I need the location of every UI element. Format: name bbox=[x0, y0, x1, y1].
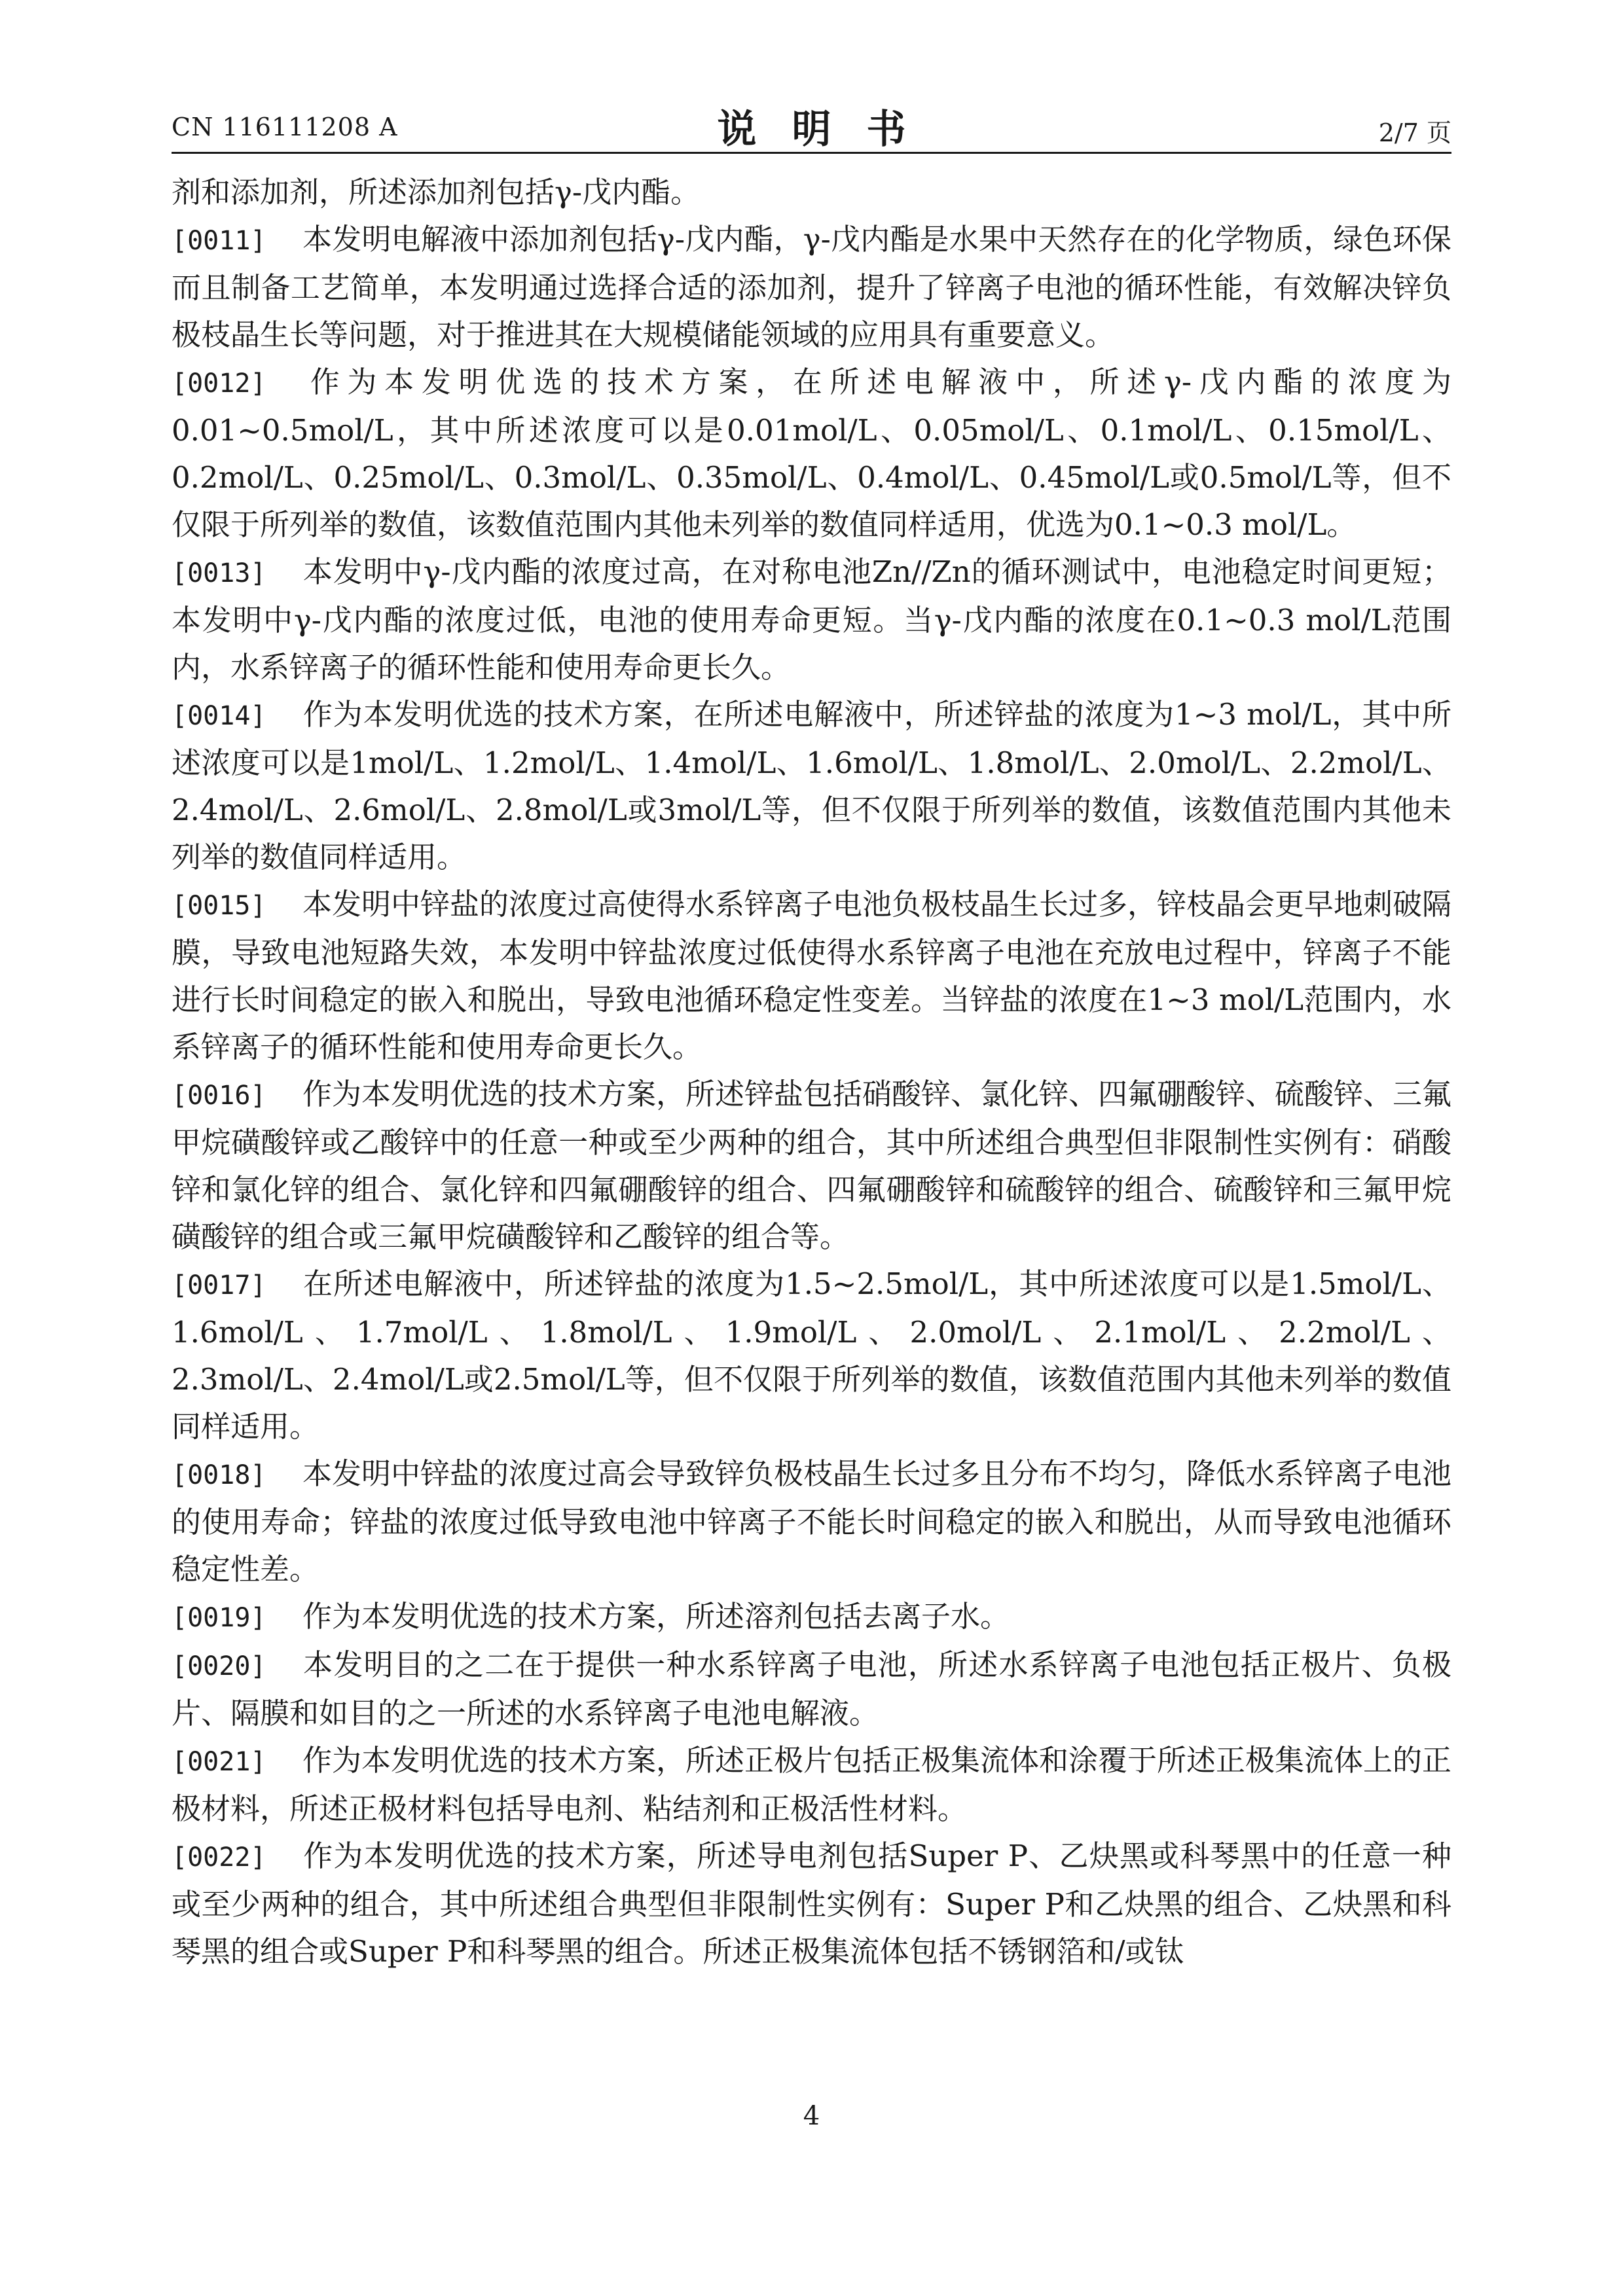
paragraph-text: 作为本发明优选的技术方案，所述导电剂包括Super P、乙炔黑或科琴黑中的任意一种或至少两种的组合，其中所述组合典型但非限制性实例有：Super P和乙炔黑的组合、乙炔黑和科琴黑的组合或Super P和科琴黑的组合。所述正极集流体包括不锈钢箔和/或钛 bbox=[172, 1839, 1451, 1969]
paragraph-number: [0018] bbox=[172, 1460, 266, 1490]
paragraph-0020 bbox=[172, 1641, 1451, 1737]
paragraph-text: 本发明电解液中添加剂包括γ-戊内酯，γ-戊内酯是水果中天然存在的化学物质，绿色环保而且制备工艺简单，本发明通过选择合适的添加剂，提升了锌离子电池的循环性能，有效解决锌负极枝晶生长等问题，对于推进其在大规模储能领域的应用具有重要意义。 bbox=[172, 222, 1451, 352]
paragraph-number: [0013] bbox=[172, 558, 266, 588]
page-number: 4 bbox=[803, 2101, 820, 2131]
paragraph-text: 作为本发明优选的技术方案，所述锌盐包括硝酸锌、氯化锌、四氟硼酸锌、硫酸锌、三氟甲烷磺酸锌或乙酸锌中的任意一种或至少两种的组合，其中所述组合典型但非限制性实例有：硝酸锌和氯化锌的组合、氯化锌和四氟硼酸锌的组合、四氟硼酸锌和硫酸锌的组合、硫酸锌和三氟甲烷磺酸锌的组合或三氟甲烷磺酸锌和乙酸锌的组合等。 bbox=[172, 1077, 1452, 1254]
paragraph-0017 bbox=[172, 1261, 1451, 1450]
paragraph-text: 本发明中锌盐的浓度过高使得水系锌离子电池负极枝晶生长过多，锌枝晶会更早地刺破隔膜，导致电池短路失效，本发明中锌盐浓度过低使得水系锌离子电池在充放电过程中，锌离子不能进行长时间稳定的嵌入和脱出，导致电池循环稳定性变差。当锌盐的浓度在1~3 mol/L范围内，水系锌离子的循环性能和使用寿命更长久。 bbox=[172, 887, 1452, 1064]
patent-number: CN 116111208 A bbox=[172, 113, 398, 141]
document-title: 说明书 bbox=[717, 107, 941, 152]
paragraph-number: [0015] bbox=[172, 891, 266, 921]
paragraph-0011 bbox=[172, 216, 1451, 359]
paragraph-text: 本发明中锌盐的浓度过高会导致锌负极枝晶生长过多且分布不均匀，降低水系锌离子电池的使用寿命；锌盐的浓度过低导致电池中锌离子不能长时间稳定的嵌入和脱出，从而导致电池循环稳定性差。 bbox=[172, 1456, 1452, 1587]
paragraph-text: 本发明中γ-戊内酯的浓度过高，在对称电池Zn//Zn的循环测试中，电池稳定时间更短；本发明中γ-戊内酯的浓度过低，电池的使用寿命更短。当γ-戊内酯的浓度在0.1~0.3 mol/L范围内，水系锌离子的循环性能和使用寿命更长久。 bbox=[172, 554, 1451, 685]
paragraph-number: [0012] bbox=[172, 368, 266, 399]
page-header bbox=[172, 98, 1451, 151]
paragraph-number: [0022] bbox=[172, 1842, 266, 1873]
paragraph-0015 bbox=[172, 881, 1451, 1071]
paragraph-number: [0014] bbox=[172, 701, 266, 731]
paragraph-number: [0016] bbox=[172, 1081, 266, 1111]
paragraph-0022 bbox=[172, 1833, 1451, 1975]
paragraph-0018 bbox=[172, 1450, 1451, 1593]
paragraph-number: [0011] bbox=[172, 226, 266, 256]
paragraph-number: [0019] bbox=[172, 1603, 266, 1633]
header-rule bbox=[172, 152, 1451, 154]
paragraph-text: 剂和添加剂，所述添加剂包括γ-戊内酯。 bbox=[172, 175, 701, 209]
paragraph-number: [0020] bbox=[172, 1651, 266, 1681]
paragraph-text: 作为本发明优选的技术方案，在所述电解液中，所述γ-戊内酯的浓度为0.01~0.5mol/L，其中所述浓度可以是0.01mol/L、0.05mol/L、0.1mol/L、0.15mol/L、0.2mol/L、0.25mol/L、0.3mol/L、0.35mol/L、0.4mol/L、0.45mol/L或0.5mol/L等，但不仅限于所列举的数值，该数值范围内其他未列举的数值同样适用，优选为0.1~0.3 mol/L。 bbox=[172, 365, 1451, 542]
page-indicator: 2/7 页 bbox=[1378, 118, 1451, 147]
document-body bbox=[172, 169, 1451, 1975]
paragraph-text: 作为本发明优选的技术方案，在所述电解液中，所述锌盐的浓度为1~3 mol/L，其中所述浓度可以是1mol/L、1.2mol/L、1.4mol/L、1.6mol/L、1.8mol/L、2.0mol/L、2.2mol/L、2.4mol/L、2.6mol/L、2.8mol/L或3mol/L等，但不仅限于所列举的数值，该数值范围内其他未列举的数值同样适用。 bbox=[172, 697, 1451, 874]
paragraph-text: 作为本发明优选的技术方案，所述正极片包括正极集流体和涂覆于所述正极集流体上的正极材料，所述正极材料包括导电剂、粘结剂和正极活性材料。 bbox=[172, 1743, 1452, 1826]
paragraph-text: 在所述电解液中，所述锌盐的浓度为1.5~2.5mol/L，其中所述浓度可以是1.5mol/L、1.6mol/L、1.7mol/L、1.8mol/L、1.9mol/L、2.0mol/L、2.1mol/L、2.2mol/L、2.3mol/L、2.4mol/L或2.5mol/L等，但不仅限于所列举的数值，该数值范围内其他未列举的数值同样适用。 bbox=[172, 1266, 1451, 1444]
paragraph-0016 bbox=[172, 1071, 1451, 1261]
paragraph-0012 bbox=[172, 359, 1451, 548]
paragraph-0014 bbox=[172, 691, 1451, 881]
paragraph-continuation bbox=[172, 169, 1451, 216]
paragraph-0019 bbox=[172, 1593, 1451, 1641]
paragraph-number: [0021] bbox=[172, 1747, 266, 1777]
paragraph-number: [0017] bbox=[172, 1270, 266, 1300]
paragraph-text: 本发明目的之二在于提供一种水系锌离子电池，所述水系锌离子电池包括正极片、负极片、隔膜和如目的之一所述的水系锌离子电池电解液。 bbox=[172, 1647, 1451, 1731]
paragraph-0013 bbox=[172, 548, 1451, 691]
paragraph-0021 bbox=[172, 1737, 1451, 1833]
paragraph-text: 作为本发明优选的技术方案，所述溶剂包括去离子水。 bbox=[302, 1599, 1010, 1634]
